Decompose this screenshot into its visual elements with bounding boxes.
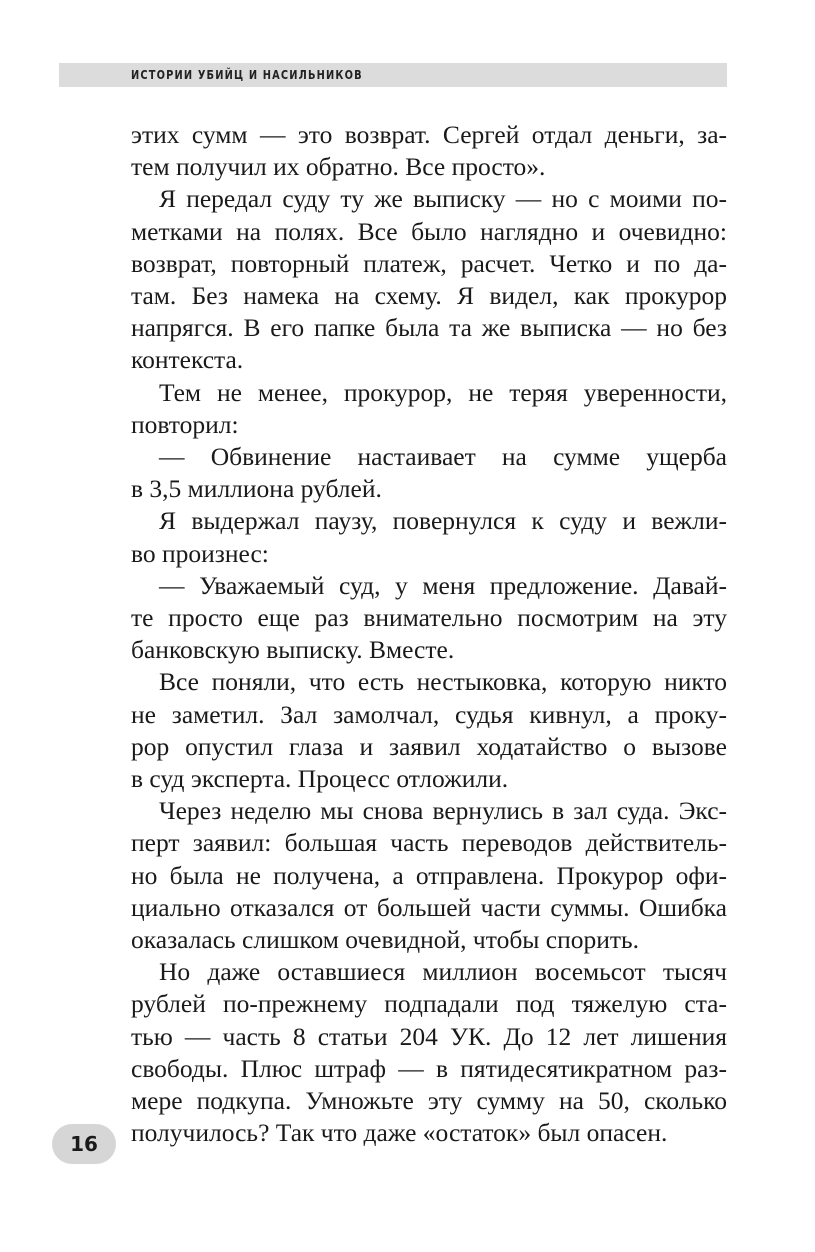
text-line: Все поняли, что есть нестыковка, которую никто bbox=[159, 667, 727, 697]
paragraph bbox=[131, 183, 727, 376]
text-line: рор опустил глаза и заявил ходатайство о вызове bbox=[131, 731, 727, 761]
running-header-title: ИСТОРИИ УБИЙЦ И НАСИЛЬНИКОВ bbox=[131, 68, 363, 82]
text-line: перт заявил: большая часть переводов действитель- bbox=[131, 828, 727, 858]
text-line: Через неделю мы снова вернулись в зал суда. Экс- bbox=[159, 796, 727, 826]
text-line: напрягся. В его папке была та же выписка — но без bbox=[131, 313, 727, 343]
paragraph bbox=[131, 570, 727, 667]
page-number: 16 bbox=[70, 1132, 98, 1156]
text-line: Но даже оставшиеся миллион восемьсот тысяч bbox=[159, 957, 727, 987]
paragraph bbox=[131, 666, 727, 795]
paragraph bbox=[131, 377, 727, 441]
text-line: мере подкупа. Умножьте эту сумму на 50, сколько bbox=[131, 1086, 727, 1116]
text-line: тем получил их обратно. Все просто». bbox=[131, 152, 546, 182]
text-line: Тем не менее, прокурор, не теряя уверенности, bbox=[159, 377, 727, 407]
page-body-text bbox=[131, 119, 727, 1150]
paragraph bbox=[131, 795, 727, 956]
text-line: контекста. bbox=[131, 345, 244, 375]
text-line: возврат, повторный платеж, расчет. Четко и по да- bbox=[131, 248, 727, 278]
text-line: тью — часть 8 статьи 204 УК. До 12 лет лишения bbox=[131, 1021, 727, 1051]
text-line: циально отказался от большей части суммы. Ошибка bbox=[131, 892, 727, 922]
text-line: — Обвинение настаивает на сумме ущерба bbox=[159, 442, 727, 472]
text-line: те просто еще раз внимательно посмотрим на эту bbox=[131, 603, 727, 633]
text-line: в 3,5 миллиона рублей. bbox=[131, 474, 382, 504]
text-line: банковскую выписку. Вместе. bbox=[131, 635, 455, 665]
paragraph bbox=[131, 119, 727, 183]
text-line: — Уважаемый суд, у меня предложение. Давай- bbox=[159, 570, 727, 600]
text-line: во произнес: bbox=[131, 538, 269, 568]
text-line: рублей по-прежнему подпадали под тяжелую ста- bbox=[131, 989, 727, 1019]
text-line: получилось? Так что даже «остаток» был опасен. bbox=[131, 1118, 668, 1148]
paragraph bbox=[131, 441, 727, 505]
paragraph bbox=[131, 956, 727, 1149]
text-line: не заметил. Зал замолчал, судья кивнул, а проку- bbox=[131, 699, 727, 729]
text-line: но была не получена, а отправлена. Прокурор офи- bbox=[131, 860, 727, 890]
text-line: Я передал суду ту же выписку — но с моими по- bbox=[159, 184, 727, 214]
paragraph bbox=[131, 505, 727, 569]
text-line: в суд эксперта. Процесс отложили. bbox=[131, 764, 509, 794]
text-line: там. Без намека на схему. Я видел, как прокурор bbox=[131, 281, 727, 311]
text-line: этих сумм — это возврат. Сергей отдал деньги, за- bbox=[131, 120, 727, 149]
text-line: метками на полях. Все было наглядно и очевидно: bbox=[131, 216, 727, 246]
text-line: оказалась слишком очевидной, чтобы спорить. bbox=[131, 925, 640, 955]
text-line: Я выдержал паузу, повернулся к суду и вежли- bbox=[159, 506, 727, 536]
text-line: повторил: bbox=[131, 409, 239, 439]
text-line: свободы. Плюс штраф — в пятидесятикратном раз- bbox=[131, 1053, 727, 1083]
